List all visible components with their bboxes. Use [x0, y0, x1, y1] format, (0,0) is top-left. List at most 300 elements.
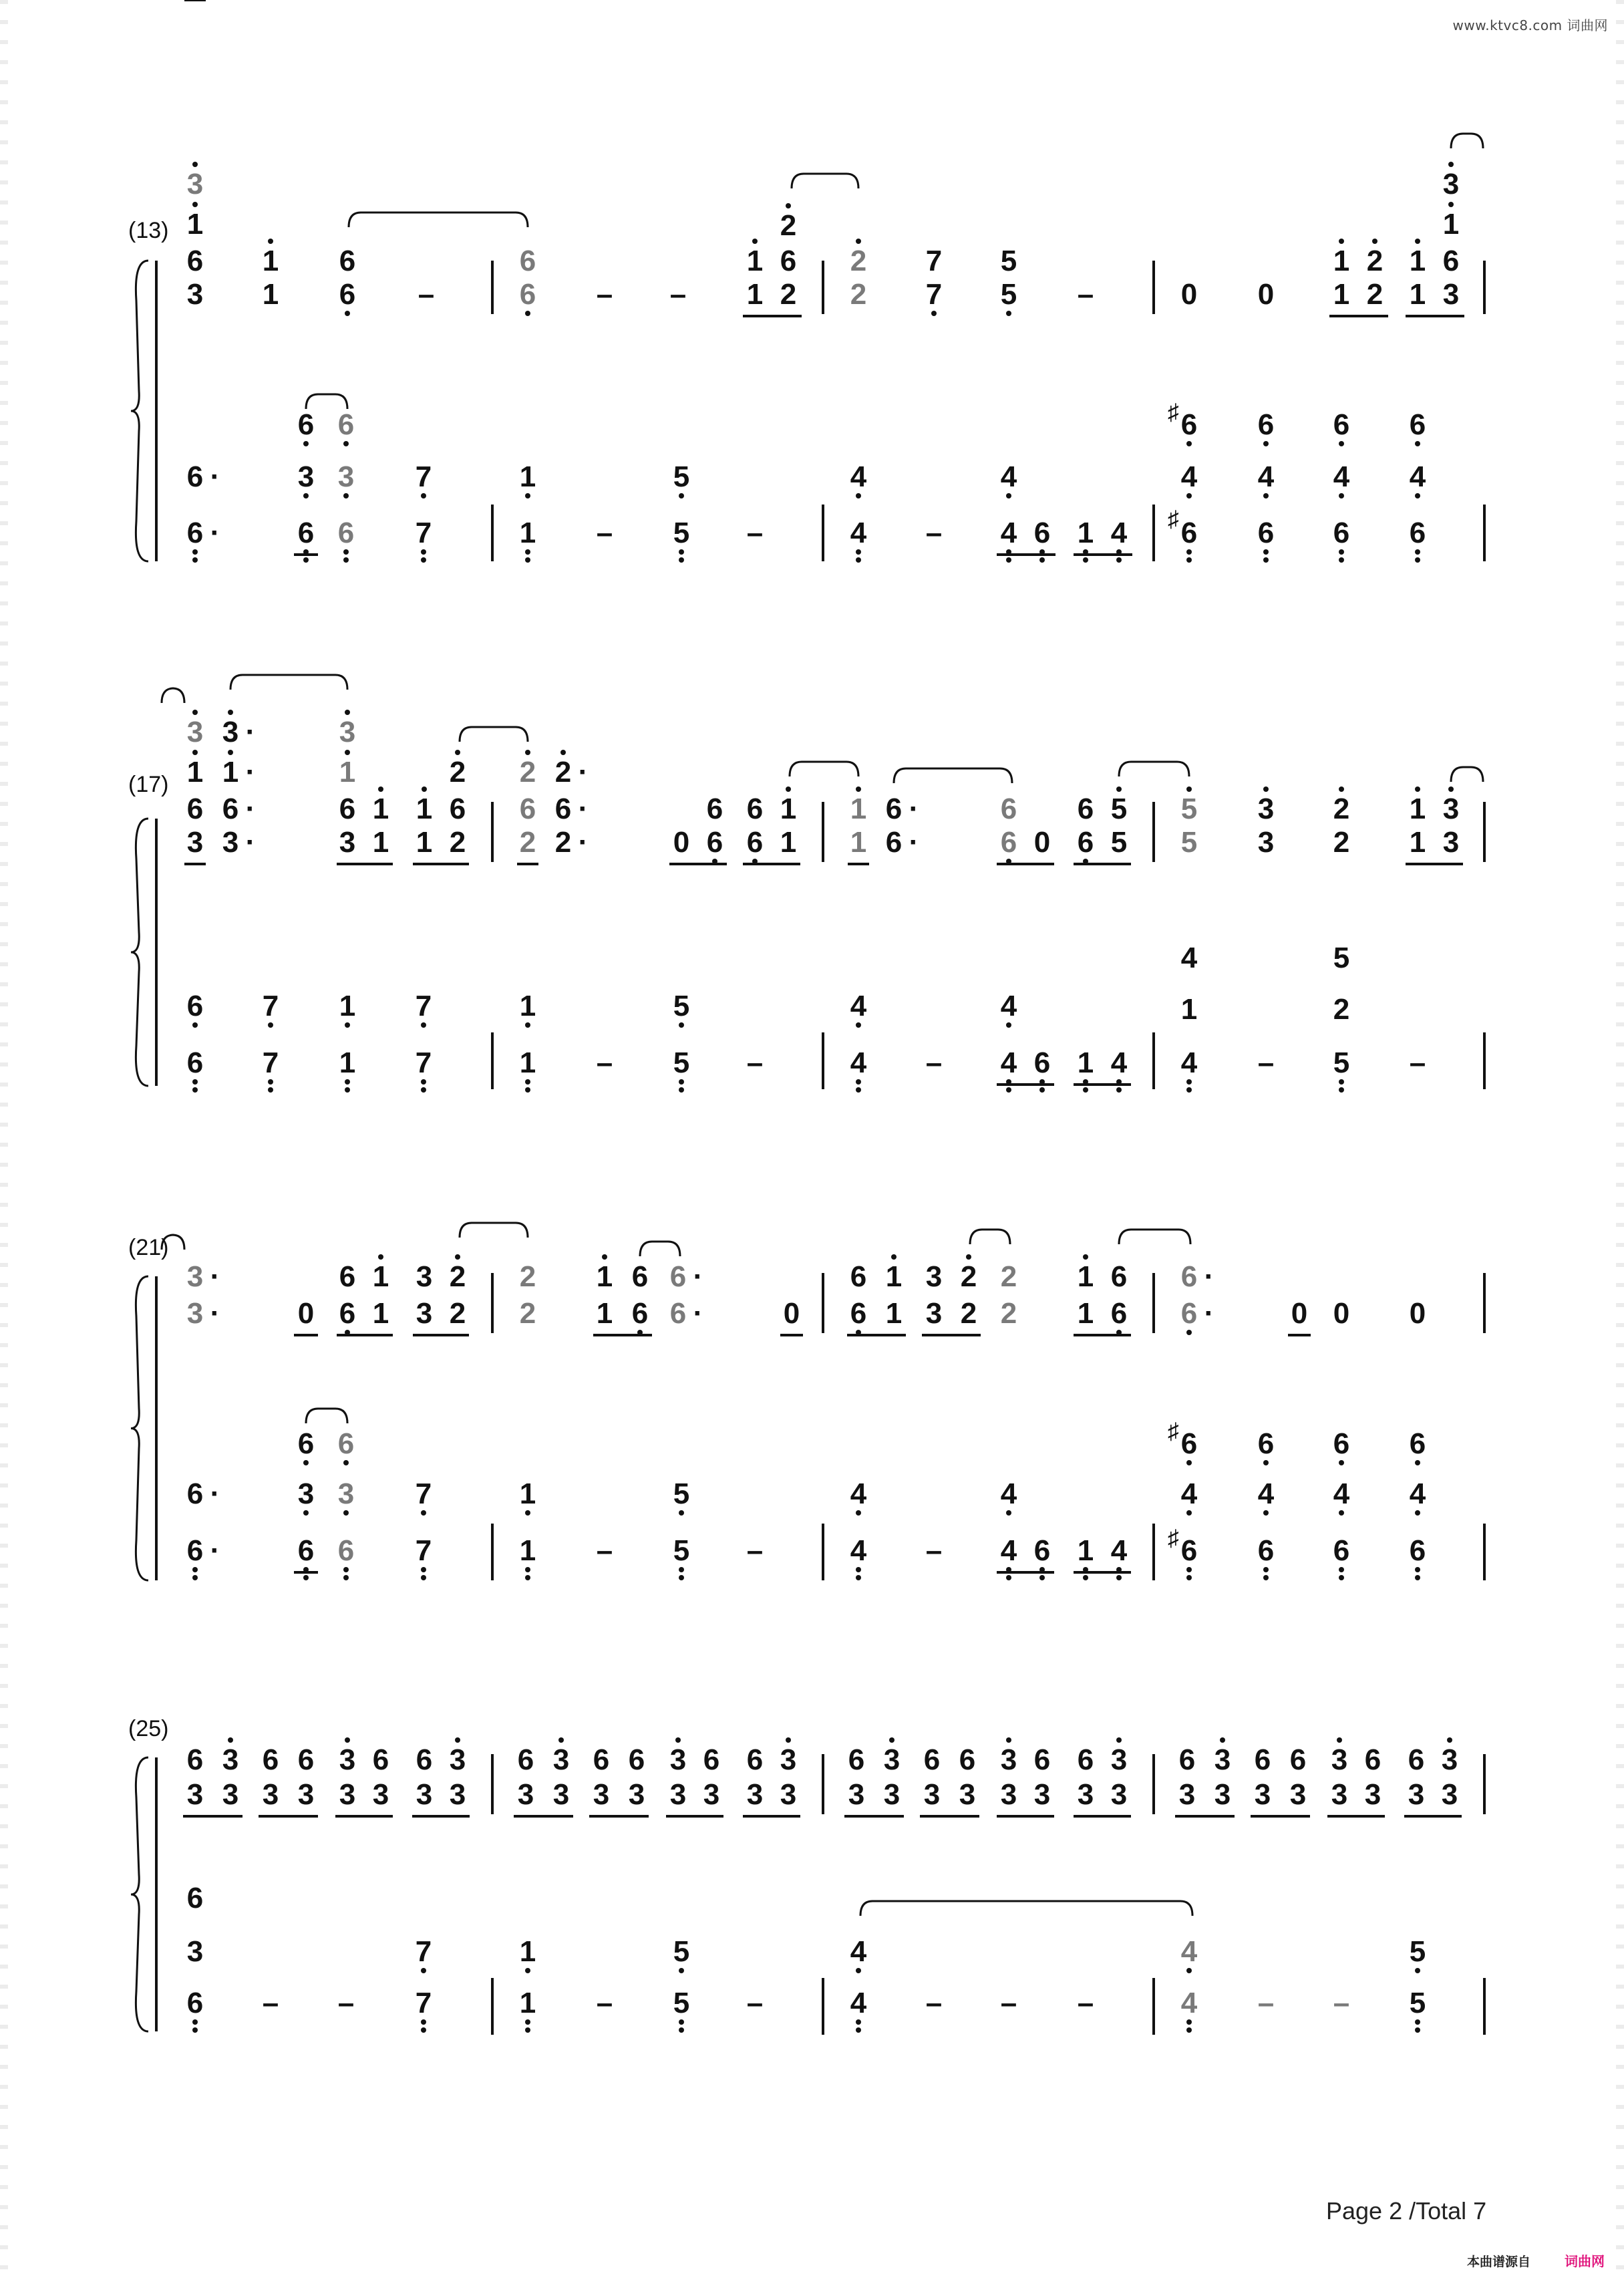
note: 3 [1364, 1778, 1382, 1811]
note: 6 [186, 793, 204, 825]
octave-dot [455, 750, 460, 755]
note: 3 [186, 1297, 204, 1330]
note: 4 [1257, 1477, 1275, 1510]
octave-dot [1339, 1079, 1344, 1085]
note: 7 [415, 990, 432, 1022]
note: 5 [673, 990, 690, 1022]
octave-dot [679, 493, 684, 498]
page-number-label: Page 2 /Total 7 [1326, 2197, 1487, 2225]
note: 1 [519, 990, 536, 1022]
octave-dot [1448, 787, 1454, 792]
note: 2 [850, 245, 867, 277]
octave-dot [1186, 2027, 1192, 2033]
octave-dot [343, 1460, 349, 1465]
octave-dot [1339, 1575, 1344, 1580]
note: 4 [1000, 990, 1017, 1022]
note: 3 [186, 826, 204, 859]
octave-dot [1220, 1737, 1225, 1743]
note: 3 [372, 1778, 389, 1811]
octave-dot [268, 1079, 273, 1085]
note: 6 [519, 793, 536, 825]
note: 6 [416, 1743, 433, 1776]
note: 6 [1409, 1427, 1426, 1460]
dash: – [262, 1987, 279, 2019]
octave-dot [421, 493, 426, 498]
octave-dot [1039, 557, 1045, 563]
note: 4 [1409, 460, 1426, 493]
octave-dot [1415, 493, 1420, 498]
note: 5 [673, 1477, 690, 1510]
note: 6 [186, 1987, 204, 2019]
octave-dot [421, 1022, 426, 1028]
note: 6 [186, 517, 204, 549]
note: 6 [339, 1297, 356, 1330]
note: 3 [1408, 1778, 1425, 1811]
note: 6 [1077, 826, 1094, 859]
note: 2 [449, 1260, 466, 1293]
note: 1 [519, 460, 536, 493]
note: 6 [1408, 1743, 1425, 1776]
note: 2 [780, 278, 797, 311]
octave-dot [421, 1968, 426, 1973]
note: 6 [746, 793, 764, 825]
octave-dot [303, 1575, 309, 1580]
system-brace [131, 1276, 148, 1580]
footer-source-text: 本曲谱源自 [1467, 2255, 1531, 2269]
octave-dot [268, 239, 273, 244]
slur [970, 1230, 1010, 1244]
octave-dot [1186, 493, 1192, 498]
note: 2 [554, 756, 572, 789]
note: 4 [850, 460, 867, 493]
note: 6 [337, 408, 355, 441]
note: 4 [850, 1477, 867, 1510]
note: 4 [1000, 1477, 1017, 1510]
note: 3 [1000, 1743, 1017, 1776]
note: 3 [669, 1778, 687, 1811]
duration-dot: · [210, 460, 220, 493]
dash: – [1077, 278, 1094, 311]
note: 6 [1257, 408, 1275, 441]
note: 4 [1257, 460, 1275, 493]
note: 0 [1409, 1297, 1426, 1330]
slur [860, 1901, 1192, 1916]
octave-dot [525, 557, 530, 563]
octave-dot [268, 1087, 273, 1093]
octave-dot [192, 1022, 198, 1028]
duration-dot: · [245, 716, 256, 748]
slur [349, 212, 528, 227]
note: 2 [1366, 245, 1384, 277]
octave-dot [1263, 557, 1269, 563]
note: 6 [1333, 1427, 1350, 1460]
octave-dot [679, 2019, 684, 2025]
octave-dot [1083, 1087, 1088, 1093]
note: 6 [1442, 245, 1460, 277]
octave-dot [1263, 1575, 1269, 1580]
note: 2 [519, 1260, 536, 1293]
octave-dot [343, 549, 349, 555]
note: 6 [186, 990, 204, 1022]
octave-dot [1415, 557, 1420, 563]
note: 6 [297, 1534, 315, 1567]
note: 3 [222, 1743, 239, 1776]
note: 6 [706, 793, 723, 825]
note: 3 [1331, 1743, 1348, 1776]
octave-dot [192, 2019, 198, 2025]
note: 4 [1180, 1477, 1198, 1510]
slur [1451, 767, 1483, 782]
octave-dot [679, 1567, 684, 1572]
note: 6 [1257, 1427, 1275, 1460]
octave-dot [421, 2019, 426, 2025]
note: 1 [1409, 278, 1426, 311]
octave-dot [679, 557, 684, 563]
octave-dot [1116, 787, 1122, 792]
note: 3 [416, 1260, 433, 1293]
note: 3 [1331, 1778, 1348, 1811]
note: 3 [1000, 1778, 1017, 1811]
note: 1 [519, 517, 536, 549]
octave-dot [525, 1968, 530, 1973]
note: 7 [415, 517, 432, 549]
note: 1 [416, 826, 433, 859]
octave-dot [1339, 557, 1344, 563]
note: 3 [593, 1778, 610, 1811]
octave-dot [1447, 1737, 1452, 1743]
note: 6 [337, 517, 355, 549]
octave-dot [525, 2027, 530, 2033]
note: 3 [552, 1778, 570, 1811]
system-brace [131, 1757, 148, 2031]
note: 6 [262, 1743, 279, 1776]
note: 6 [339, 1260, 356, 1293]
note: 1 [372, 826, 389, 859]
octave-dot [1415, 787, 1420, 792]
note: 4 [1180, 1046, 1198, 1079]
octave-dot [752, 239, 758, 244]
octave-dot [192, 1079, 198, 1085]
system-brace [131, 261, 148, 561]
octave-dot [525, 750, 530, 755]
octave-dot [889, 1737, 895, 1743]
dash: – [418, 278, 435, 311]
octave-dot [1006, 1575, 1011, 1580]
note: 4 [1180, 942, 1198, 974]
octave-dot [192, 557, 198, 563]
octave-dot [1415, 2027, 1420, 2033]
note: 3 [925, 1260, 943, 1293]
octave-dot [856, 2019, 861, 2025]
octave-dot [525, 1087, 530, 1093]
note: 6 [519, 245, 536, 277]
dash: – [669, 278, 687, 311]
note: 6 [1110, 1260, 1128, 1293]
octave-dot [856, 1567, 861, 1572]
octave-dot [856, 493, 861, 498]
octave-dot [1339, 441, 1344, 446]
octave-dot [679, 1575, 684, 1580]
octave-dot [525, 1567, 530, 1572]
note: 6 [449, 793, 466, 825]
octave-dot [1006, 1022, 1011, 1028]
slur [1119, 1230, 1190, 1244]
octave-dot [303, 557, 309, 563]
note: 3 [780, 1778, 797, 1811]
note: 2 [1000, 1260, 1017, 1293]
slur [1451, 134, 1483, 148]
note: 1 [1077, 1534, 1094, 1567]
sharp-sign: ♯ [1168, 507, 1179, 532]
duration-dot: · [578, 793, 589, 825]
sharp-sign: ♯ [1168, 1419, 1179, 1444]
note: 2 [780, 209, 797, 242]
octave-dot [1006, 1087, 1011, 1093]
octave-dot [1339, 1087, 1344, 1093]
octave-dot [525, 2019, 530, 2025]
note: 3 [337, 460, 355, 493]
octave-dot [1337, 1737, 1342, 1743]
octave-dot [345, 1087, 350, 1093]
octave-dot [856, 1510, 861, 1516]
octave-dot [1263, 441, 1269, 446]
note: 3 [1442, 793, 1460, 825]
note: 5 [1180, 826, 1198, 859]
note: 1 [339, 756, 356, 789]
duration-dot: · [210, 517, 220, 549]
dash: – [1257, 1987, 1275, 2019]
octave-dot [421, 2027, 426, 2033]
octave-dot [856, 787, 861, 792]
note: 6 [593, 1743, 610, 1776]
octave-dot [1263, 493, 1269, 498]
dash: – [1077, 1987, 1094, 2019]
note: 2 [449, 826, 466, 859]
note: 4 [1000, 517, 1017, 549]
octave-dot [343, 493, 349, 498]
note: 6 [186, 1477, 204, 1510]
octave-dot [345, 710, 350, 715]
duration-dot: · [1204, 1260, 1214, 1293]
note: 3 [1442, 278, 1460, 311]
note: 2 [1000, 1297, 1017, 1330]
note: 7 [415, 460, 432, 493]
dash: – [596, 278, 613, 311]
dash: – [1333, 1987, 1350, 2019]
note: 1 [1333, 245, 1350, 277]
octave-dot [1006, 1737, 1011, 1743]
note: 6 [1180, 517, 1198, 549]
octave-dot [1448, 162, 1454, 167]
note: 1 [1077, 1046, 1094, 1079]
note: 5 [673, 1046, 690, 1079]
note: 3 [1178, 1778, 1196, 1811]
note: 3 [339, 826, 356, 859]
octave-dot [378, 1254, 383, 1260]
note: 6 [186, 460, 204, 493]
note: 1 [519, 1935, 536, 1968]
note: 6 [1289, 1743, 1307, 1776]
note: 6 [1000, 793, 1017, 825]
note: 1 [519, 1987, 536, 2019]
note: 1 [780, 793, 797, 825]
octave-dot [1116, 1575, 1122, 1580]
note: 3 [416, 1778, 433, 1811]
note: 6 [1110, 1297, 1128, 1330]
note: 1 [780, 826, 797, 859]
note: 3 [1254, 1778, 1271, 1811]
note: 6 [1364, 1743, 1382, 1776]
note: 3 [186, 1935, 204, 1968]
sharp-sign: ♯ [1168, 1526, 1179, 1551]
note: 2 [850, 278, 867, 311]
note: 4 [1333, 1477, 1350, 1510]
octave-dot [192, 202, 198, 207]
octave-dot [1186, 441, 1192, 446]
octave-dot [1186, 2019, 1192, 2025]
octave-dot [525, 1510, 530, 1516]
note: 6 [848, 1743, 865, 1776]
note: 7 [415, 1987, 432, 2019]
note: 5 [673, 460, 690, 493]
note: 6 [186, 1046, 204, 1079]
octave-dot [786, 787, 791, 792]
octave-dot [1415, 1575, 1420, 1580]
note: 6 [297, 1427, 315, 1460]
note: 7 [925, 278, 943, 311]
measure-number: (21) [128, 1235, 169, 1260]
system-brace [131, 819, 148, 1086]
note: 5 [1110, 793, 1128, 825]
octave-dot [192, 162, 198, 167]
note: 3 [703, 1778, 720, 1811]
octave-dot [1083, 557, 1088, 563]
note: 2 [1333, 793, 1350, 825]
note: 6 [297, 1743, 315, 1776]
note: 2 [519, 756, 536, 789]
note: 4 [1180, 1987, 1198, 2019]
note: 6 [1178, 1743, 1196, 1776]
note: 6 [703, 1743, 720, 1776]
octave-dot [345, 750, 350, 755]
note: 1 [1409, 245, 1426, 277]
duration-dot: · [210, 1534, 220, 1567]
note: 6 [885, 826, 903, 859]
note: 3 [780, 1743, 797, 1776]
note: 6 [186, 1882, 204, 1914]
note: 4 [850, 1935, 867, 1968]
octave-dot [525, 1022, 530, 1028]
octave-dot [1006, 1510, 1011, 1516]
duration-dot: · [1204, 1297, 1214, 1330]
note: 1 [1077, 1297, 1094, 1330]
note: 4 [850, 517, 867, 549]
note: 3 [186, 1260, 204, 1293]
note: 6 [297, 517, 315, 549]
octave-dot [675, 1737, 681, 1743]
dash: – [596, 1046, 613, 1079]
duration-dot: · [210, 1260, 220, 1293]
octave-dot [679, 1022, 684, 1028]
note: 1 [746, 245, 764, 277]
note: 6 [1180, 1427, 1198, 1460]
octave-dot [1083, 1254, 1088, 1260]
note: 3 [297, 1778, 315, 1811]
note: 6 [372, 1743, 389, 1776]
note: 5 [1180, 793, 1198, 825]
note: 6 [297, 408, 315, 441]
note: 3 [923, 1778, 941, 1811]
octave-dot [602, 1254, 607, 1260]
note: 1 [885, 1260, 903, 1293]
note: 2 [519, 1297, 536, 1330]
note: 6 [923, 1743, 941, 1776]
octave-dot [1006, 557, 1011, 563]
note: 1 [519, 1477, 536, 1510]
note: 5 [1409, 1935, 1426, 1968]
octave-dot [1186, 1460, 1192, 1465]
octave-dot [343, 1567, 349, 1572]
note: 6 [339, 245, 356, 277]
octave-dot [1339, 493, 1344, 498]
duration-dot: · [909, 793, 919, 825]
note: 6 [1257, 1534, 1275, 1567]
note: 3 [883, 1778, 901, 1811]
octave-dot [525, 1079, 530, 1085]
note: 6 [746, 1743, 764, 1776]
note: 6 [628, 1743, 645, 1776]
duration-dot: · [909, 826, 919, 859]
note: 3 [222, 716, 239, 748]
duration-dot: · [245, 826, 256, 859]
octave-dot [421, 1567, 426, 1572]
note: 6 [631, 1260, 649, 1293]
octave-dot [525, 549, 530, 555]
octave-dot [192, 2027, 198, 2033]
note: 5 [673, 1935, 690, 1968]
note: 1 [339, 990, 356, 1022]
note: 6 [850, 1297, 867, 1330]
octave-dot [856, 1575, 861, 1580]
note: 1 [222, 756, 239, 789]
octave-dot [343, 1510, 349, 1516]
note: 0 [1333, 1297, 1350, 1330]
note: 3 [337, 1477, 355, 1510]
note: 6 [1033, 1046, 1051, 1079]
octave-dot [421, 1575, 426, 1580]
octave-dot [1263, 1510, 1269, 1516]
note: 6 [1033, 1534, 1051, 1567]
duration-dot: · [210, 1477, 220, 1510]
note: 6 [339, 278, 356, 311]
note: 6 [850, 1260, 867, 1293]
octave-dot [455, 1737, 460, 1743]
note: 6 [1409, 1534, 1426, 1567]
octave-dot [192, 1567, 198, 1572]
note: 6 [554, 793, 572, 825]
note: 1 [186, 208, 204, 241]
note: 3 [1257, 793, 1275, 825]
site-watermark: www.ktvc8.com 词曲网 [1452, 17, 1608, 33]
octave-dot [192, 750, 198, 755]
note: 3 [449, 1743, 466, 1776]
note: 7 [415, 1477, 432, 1510]
note: 2 [449, 756, 466, 789]
octave-dot [303, 1460, 309, 1465]
note: 1 [339, 1046, 356, 1079]
note: 2 [554, 826, 572, 859]
octave-dot [1339, 787, 1344, 792]
